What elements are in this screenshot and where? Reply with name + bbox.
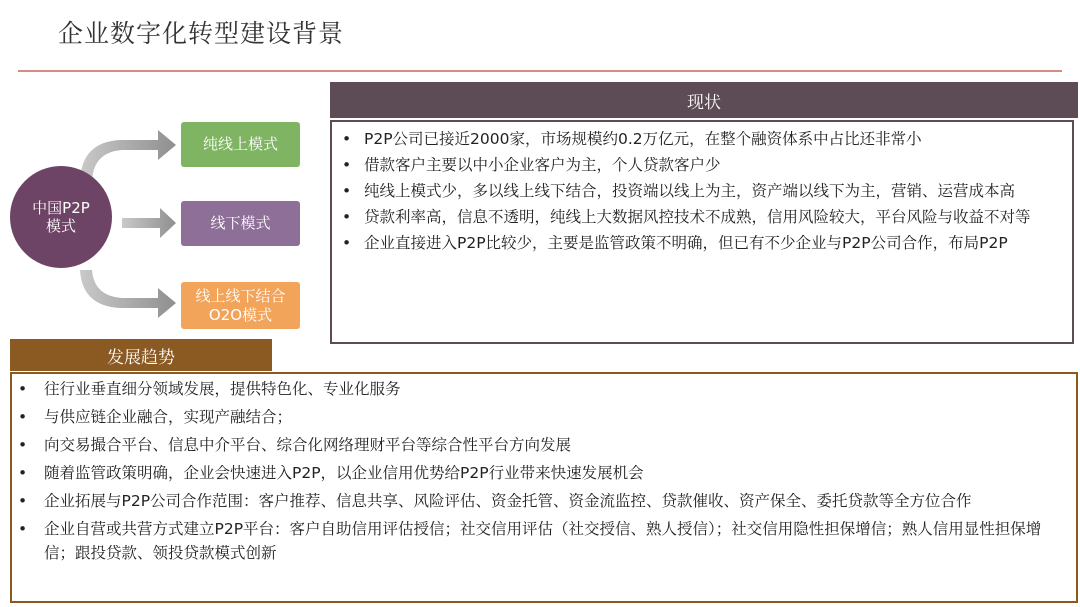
- status-item: [340, 153, 1066, 177]
- bullet: •: [18, 520, 28, 538]
- status-item-text: P2P公司已接近2000家，市场规模约0.2万亿元，在整个融资体系中占比还非常小: [364, 130, 922, 148]
- status-item: [340, 231, 1066, 255]
- trend-item-text: 向交易撮合平台、信息中介平台、综合化网络理财平台等综合性平台方向发展: [44, 436, 572, 454]
- arrow-down-icon: [80, 270, 176, 318]
- arrow-up-icon: [80, 130, 176, 180]
- status-item: [340, 205, 1066, 229]
- trend-item-text: 与供应链企业融合，实现产融结合；: [44, 408, 293, 426]
- mode-offline: 线下模式: [181, 201, 300, 246]
- status-item-text: 企业直接进入P2P比较少，主要是监管政策不明确，但已有不少企业与P2P公司合作，布局P2P: [364, 234, 1008, 252]
- trend-item: [16, 377, 1070, 401]
- bullet: •: [18, 436, 28, 454]
- status-panel: [330, 120, 1074, 344]
- status-item-text: 贷款利率高，信息不透明，纯线上大数据风控技术不成熟，信用风险较大，平台风险与收益不对等: [364, 208, 1031, 226]
- bullet: •: [342, 130, 352, 148]
- arrow-right-icon: [122, 208, 176, 238]
- mode-o2o: 线上线下结合O2O模式: [181, 282, 300, 329]
- title-divider: [18, 70, 1062, 72]
- status-item: [340, 179, 1066, 203]
- trend-item: [16, 405, 1070, 429]
- status-list: [332, 122, 1072, 255]
- trend-list: [12, 374, 1076, 565]
- bullet: •: [18, 492, 28, 510]
- bullet: •: [342, 234, 352, 252]
- trend-item: [16, 517, 1070, 565]
- trend-panel: [10, 372, 1078, 603]
- status-header: 现状: [330, 82, 1078, 118]
- trend-item-text: 企业拓展与P2P公司合作范围：客户推荐、信息共享、风险评估、资金托管、资金流监控、贷款催收、资产保全、委托贷款等全方位合作: [44, 492, 972, 510]
- status-item-text: 借款客户主要以中小企业客户为主，个人贷款客户少: [364, 156, 721, 174]
- mode-online: 纯线上模式: [181, 122, 300, 167]
- trend-item-text: 随着监管政策明确，企业会快速进入P2P，以企业信用优势给P2P行业带来快速发展机会: [44, 464, 644, 482]
- bullet: •: [342, 182, 352, 200]
- p2p-mode-label: 中国P2P模式: [32, 199, 90, 235]
- bullet: •: [342, 156, 352, 174]
- trend-header: 发展趋势: [10, 339, 272, 371]
- trend-item-text: 企业自营或共营方式建立P2P平台：客户自助信用评估授信；社交信用评估（社交授信、熟人授信）；社交信用隐性担保增信；熟人信用显性担保增信；跟投贷款、领投贷款模式创新: [44, 520, 1042, 562]
- status-item-text: 纯线上模式少，多以线上线下结合，投资端以线上为主，资产端以线下为主，营销、运营成本高: [364, 182, 1016, 200]
- bullet: •: [18, 464, 28, 482]
- page-title: 企业数字化转型建设背景: [58, 19, 345, 48]
- bullet: •: [18, 408, 28, 426]
- trend-item-text: 往行业垂直细分领域发展，提供特色化、专业化服务: [44, 380, 401, 398]
- trend-item: [16, 489, 1070, 513]
- bullet: •: [18, 380, 28, 398]
- trend-item: [16, 461, 1070, 485]
- bullet: •: [342, 208, 352, 226]
- status-item: [340, 127, 1066, 151]
- trend-item: [16, 433, 1070, 457]
- p2p-mode-circle: [10, 166, 112, 268]
